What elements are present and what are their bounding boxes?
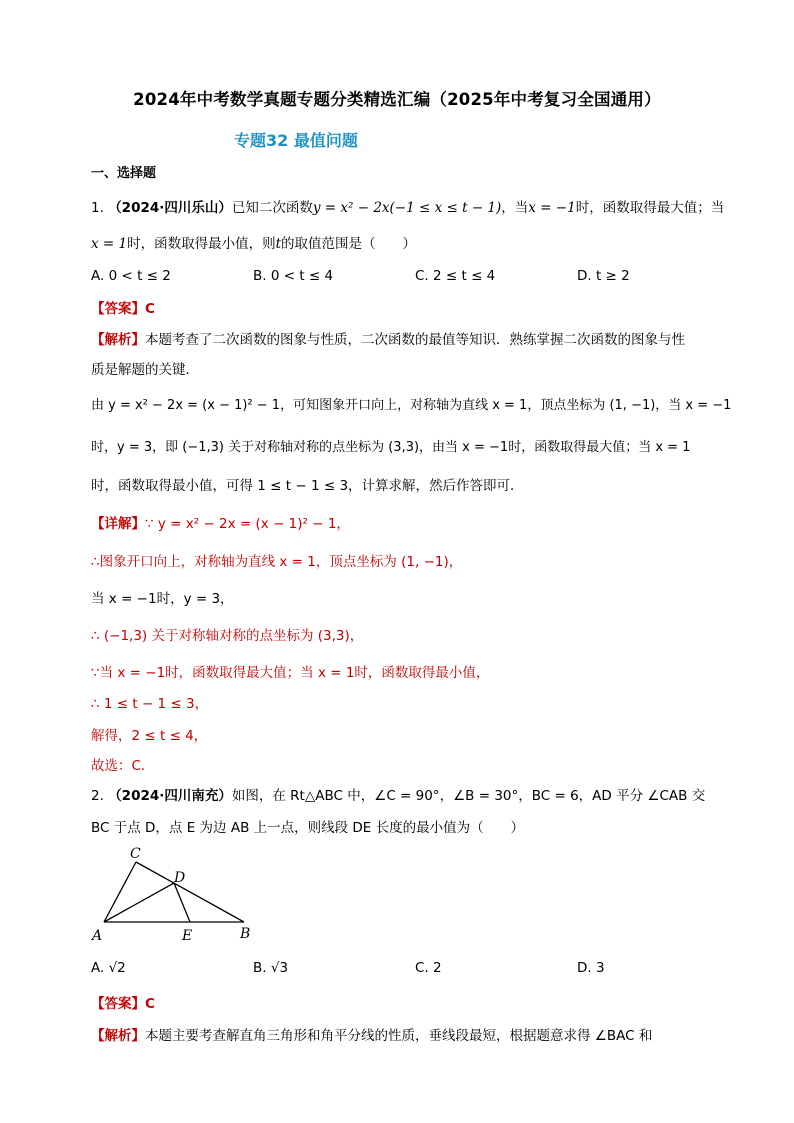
q2-option-b: B. √3	[253, 960, 289, 976]
q2-stem-text: 如图，在 Rt△ABC 中，∠C = 90°，∠B = 30°，BC = 6，AD 平分 ∠CAB 交	[231, 788, 706, 804]
q1-option-a: A. 0 < t ≤ 2	[91, 268, 171, 284]
q1-detail-line6: ∴ 1 ≤ t − 1 ≤ 3，	[91, 696, 209, 712]
label-c: C	[130, 846, 141, 862]
q1-formula: y = x² − 2x(−1 ≤ x ≤ t − 1)	[312, 200, 502, 216]
label-a: A	[92, 928, 103, 944]
q1-condition: x = 1	[91, 236, 128, 252]
q1-detail-line7: 解得，2 ≤ t ≤ 4，	[91, 728, 208, 744]
q1-source: （2024·四川乐山）	[108, 200, 232, 216]
q1-detail-label: 【详解】	[91, 516, 145, 532]
q1-analysis-line2: 质是解题的关键．	[91, 362, 199, 378]
q2-analysis-line1	[91, 1026, 706, 1046]
segment-de	[174, 883, 190, 922]
q2-option-d: D. 3	[577, 960, 605, 976]
q2-analysis-text: 本题主要考查解直角三角形和角平分线的性质，垂线段最短，根据题意求得 ∠BAC 和	[145, 1028, 653, 1044]
q1-analysis-text: 本题考查了二次函数的图象与性质，二次函数的最值等知识．熟练掌握二次函数的图象与性	[145, 332, 685, 348]
q2-stem-line2: BC 于点 D，点 E 为边 AB 上一点，则线段 DE 长度的最小值为（ ）	[91, 820, 525, 836]
q1-detail-line5: ∵当 x = −1时，函数取得最大值；当 x = 1时，函数取得最小值，	[91, 665, 490, 681]
q1-option-b: B. 0 < t ≤ 4	[253, 268, 334, 284]
q2-number: 2.	[91, 788, 104, 804]
q1-variable: t	[275, 236, 282, 252]
q1-analysis-label: 【解析】	[91, 332, 145, 348]
q1-stem-line2	[91, 234, 706, 254]
q1-detail-line1	[91, 514, 706, 534]
q1-detail-line2: ∴图象开口向上，对称轴为直线 x = 1，顶点坐标为 (1, −1)，	[91, 554, 463, 570]
q2-answer: 【答案】C	[91, 996, 155, 1012]
q2-stem-line1	[91, 786, 706, 806]
q1-stem-line1	[91, 198, 725, 218]
label-e: E	[182, 928, 193, 944]
q2-analysis-label: 【解析】	[91, 1028, 145, 1044]
q1-number: 1.	[91, 200, 104, 216]
q1-analysis-line4: 时，y = 3，即 (−1,3) 关于对称轴对称的点坐标为 (3,3)，由当 x = −1时，函数取得最大值；当 x = 1	[91, 440, 691, 455]
segment-cb	[136, 862, 244, 922]
q1-option-d: D. t ≥ 2	[577, 268, 630, 284]
q1-answer: 【答案】C	[91, 301, 155, 317]
label-d: D	[174, 870, 186, 886]
label-b: B	[240, 926, 251, 942]
q1-detail-line3: 当 x = −1时，y = 3，	[91, 591, 234, 607]
q2-option-a: A. √2	[91, 960, 126, 976]
q1-stem-text: ，当	[501, 200, 529, 216]
triangle-figure	[90, 842, 270, 946]
section-heading: 一、选择题	[91, 166, 157, 181]
q1-analysis-line1	[91, 330, 706, 350]
q1-option-c: C. 2 ≤ t ≤ 4	[415, 268, 496, 284]
q1-analysis-line5: 时，函数取得最小值，可得 1 ≤ t − 1 ≤ 3，计算求解，然后作答即可．	[91, 478, 524, 494]
q1-stem-text: 的取值范围是（ ）	[281, 236, 417, 252]
q1-condition: x = −1	[528, 200, 576, 216]
q1-analysis-line3: 由 y = x² − 2x = (x − 1)² − 1，可知图象开口向上，对称轴为直线 x = 1，顶点坐标为 (1, −1)，当 x = −1	[91, 398, 732, 413]
q2-source: （2024·四川南充）	[108, 788, 232, 804]
q1-detail-line8: 故选：C．	[91, 758, 155, 774]
document-title: 2024年中考数学真题专题分类精选汇编（2025年中考复习全国通用）	[133, 90, 661, 109]
topic-title: 专题32 最值问题	[234, 131, 358, 150]
q1-stem-text: 已知二次函数	[231, 200, 313, 216]
q1-stem-text: 时，函数取得最小值，则	[127, 236, 276, 252]
q1-detail-text: ∵ y = x² − 2x = (x − 1)² − 1，	[145, 516, 350, 532]
q1-stem-text: 时，函数取得最大值；当	[575, 200, 725, 216]
q1-detail-line4: ∴ (−1,3) 关于对称轴对称的点坐标为 (3,3)，	[91, 628, 364, 644]
q2-option-c: C. 2	[415, 960, 442, 976]
